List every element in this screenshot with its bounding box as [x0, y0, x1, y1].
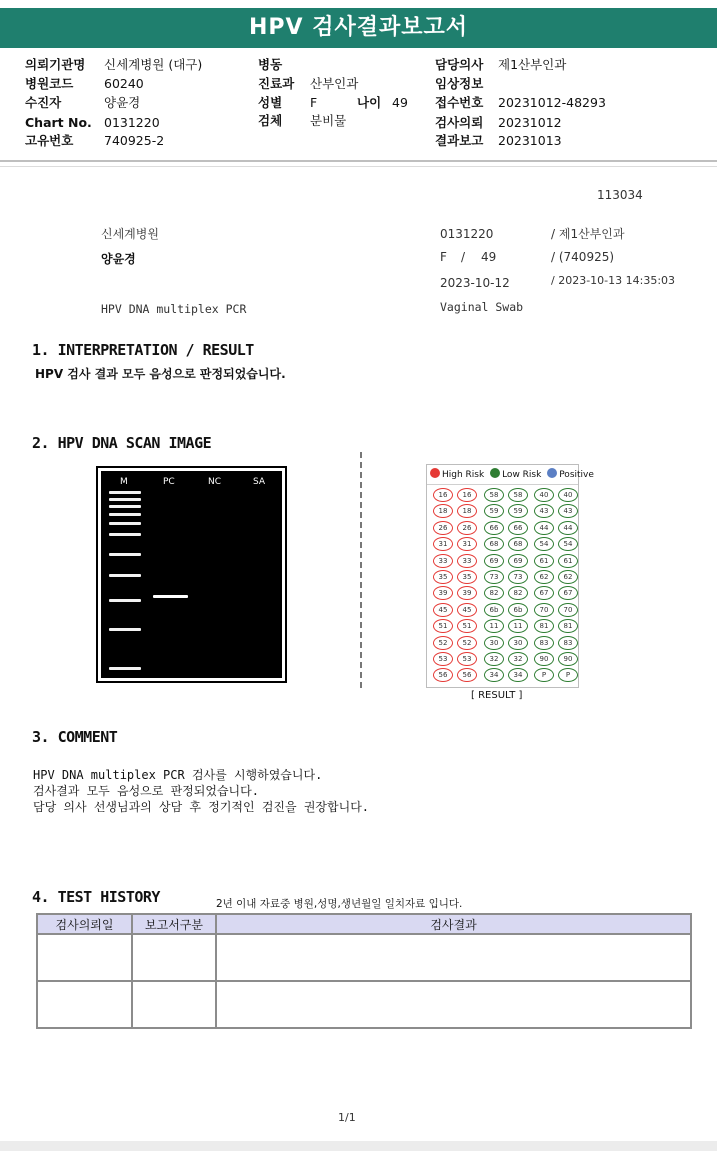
info-value-requesting-institution: 신세계병원 (대구) — [104, 57, 203, 72]
info-label-ward: 병동 — [258, 57, 283, 72]
legend-dot-low-risk — [490, 468, 500, 478]
hpv-spot: 35 — [457, 570, 477, 584]
hpv-spot: 33 — [433, 554, 453, 568]
info-label-age: 나이 — [357, 95, 382, 110]
section-interpretation-title: 1. INTERPRETATION / RESULT — [32, 341, 254, 359]
patient-info-block — [0, 52, 717, 162]
section-test-history-title: 4. TEST HISTORY — [32, 888, 160, 906]
meta-specimen: Vaginal Swab — [440, 300, 524, 314]
hpv-spot: 33 — [457, 554, 477, 568]
info-value-sex: F — [310, 95, 318, 110]
hpv-spot: 66 — [508, 521, 528, 535]
lane-label-negative-control: NC — [208, 477, 222, 487]
hpv-spot: 18 — [433, 504, 453, 518]
positive-control-band — [153, 595, 188, 598]
hpv-spot: 68 — [484, 537, 504, 551]
hpv-spot: 16 — [433, 488, 453, 502]
info-divider-top — [0, 160, 717, 162]
info-label-chart-no: Chart No. — [25, 115, 92, 130]
table-cell — [132, 934, 216, 981]
hpv-spot: 43 — [558, 504, 578, 518]
hpv-spot: 62 — [558, 570, 578, 584]
hpv-spot: 70 — [558, 603, 578, 617]
hpv-spot: 61 — [534, 554, 554, 568]
meta-hospital: 신세계병원 — [101, 227, 159, 241]
hpv-spot: 45 — [457, 603, 477, 617]
test-history-note: 2년 이내 자료중 병원,성명,생년월일 일치자료 입니다. — [216, 898, 463, 910]
legend-dot-high-risk — [430, 468, 440, 478]
hpv-spot: 31 — [457, 537, 477, 551]
ladder-band — [109, 513, 141, 516]
strip-legend — [430, 468, 597, 480]
hpv-spot: 11 — [484, 619, 504, 633]
meta-sex: F — [440, 250, 447, 264]
hpv-spot: 43 — [534, 504, 554, 518]
hpv-spot: 40 — [534, 488, 554, 502]
column-header-request-date: 검사의뢰일 — [37, 914, 132, 934]
hpv-spot: 6b — [508, 603, 528, 617]
table-header-row — [37, 914, 691, 934]
hpv-spot: 45 — [433, 603, 453, 617]
meta-chart-no: 0131220 — [440, 227, 494, 241]
ladder-band — [109, 491, 141, 494]
info-value-report-date: 20231013 — [498, 133, 562, 148]
hpv-spot: 70 — [534, 603, 554, 617]
legend-divider — [427, 484, 578, 485]
table-cell — [37, 934, 132, 981]
hpv-spot: 68 — [508, 537, 528, 551]
hpv-spot: 67 — [534, 586, 554, 600]
hpv-spot: 39 — [433, 586, 453, 600]
ladder-band — [109, 505, 141, 508]
ladder-band — [109, 574, 141, 577]
hpv-spot: 56 — [457, 668, 477, 682]
section-scan-image-title: 2. HPV DNA SCAN IMAGE — [32, 434, 212, 452]
hpv-spot: 90 — [558, 652, 578, 666]
meta-reported-datetime: / 2023-10-13 14:35:03 — [551, 274, 676, 287]
hpv-spot: 44 — [558, 521, 578, 535]
info-label-examinee: 수진자 — [25, 95, 62, 110]
hpv-spot: 81 — [534, 619, 554, 633]
hpv-spot: 73 — [508, 570, 528, 584]
page-number: 1/1 — [338, 1111, 356, 1124]
info-label-sex: 성별 — [258, 95, 283, 110]
hpv-spot: 62 — [534, 570, 554, 584]
info-label-report-date: 결과보고 — [435, 133, 484, 148]
section-divider-dashed — [360, 452, 362, 688]
info-value-specimen: 분비물 — [310, 113, 347, 128]
hpv-spot: 54 — [534, 537, 554, 551]
gel-electrophoresis-image — [101, 471, 282, 678]
comment-line-3: 담당 의사 선생님과의 상담 후 정기적인 검진을 권장합니다. — [33, 800, 370, 814]
hpv-spot: 83 — [558, 636, 578, 650]
meta-patient: 양윤경 — [101, 252, 136, 266]
ladder-band — [109, 553, 141, 556]
meta-test-name: HPV DNA multiplex PCR — [101, 302, 247, 316]
info-value-request-date: 20231012 — [498, 115, 562, 130]
ladder-band — [109, 498, 141, 501]
hpv-spot: 39 — [457, 586, 477, 600]
report-code: 113034 — [597, 188, 643, 202]
legend-high-risk: High Risk — [442, 470, 485, 480]
hpv-spot: 59 — [484, 504, 504, 518]
table-cell — [132, 981, 216, 1028]
hpv-spot: 69 — [484, 554, 504, 568]
meta-birth-id: / (740925) — [551, 250, 615, 264]
hpv-spot: 26 — [433, 521, 453, 535]
info-label-unique-no: 고유번호 — [25, 133, 74, 148]
hpv-spot: 34 — [484, 668, 504, 682]
hpv-spot: 51 — [433, 619, 453, 633]
legend-low-risk: Low Risk — [502, 470, 542, 480]
hpv-spot: 67 — [558, 586, 578, 600]
hpv-spot: 52 — [433, 636, 453, 650]
lane-label-sample: SA — [253, 477, 266, 487]
test-history-table — [36, 913, 692, 1029]
info-label-request-date: 검사의뢰 — [435, 115, 484, 130]
hpv-spot: 90 — [534, 652, 554, 666]
info-value-unique-no: 740925-2 — [104, 133, 165, 148]
lane-label-positive-control: PC — [163, 477, 175, 487]
hpv-spot: 52 — [457, 636, 477, 650]
info-value-age: 49 — [392, 95, 408, 110]
hpv-genotype-strip — [426, 464, 594, 688]
hpv-spot: 69 — [508, 554, 528, 568]
hpv-spot: 58 — [508, 488, 528, 502]
info-label-department: 진료과 — [258, 76, 295, 91]
legend-dot-positive — [547, 468, 557, 478]
interpretation-result: HPV 검사 결과 모두 음성으로 판정되었습니다. — [35, 367, 286, 381]
hpv-spot: 40 — [558, 488, 578, 502]
hpv-spot: P — [558, 668, 578, 682]
info-value-examinee: 양윤경 — [104, 95, 141, 110]
hpv-spot: 30 — [508, 636, 528, 650]
strip-caption: [ RESULT ] — [471, 690, 523, 701]
ladder-band — [109, 522, 141, 525]
page-bottom-bar — [0, 1141, 717, 1151]
ladder-band — [109, 628, 141, 631]
section-comment-title: 3. COMMENT — [32, 728, 118, 746]
hpv-spot: 73 — [484, 570, 504, 584]
column-header-test-result: 검사결과 — [216, 914, 691, 934]
hpv-spot: 54 — [558, 537, 578, 551]
gel-image-frame — [96, 466, 287, 683]
info-value-hospital-code: 60240 — [104, 76, 144, 91]
ladder-band — [109, 599, 141, 602]
hpv-spot: 59 — [508, 504, 528, 518]
comment-line-1: HPV DNA multiplex PCR 검사를 시행하였습니다. — [33, 768, 323, 782]
ladder-band — [109, 533, 141, 536]
hpv-spot: 16 — [457, 488, 477, 502]
hpv-spot: 18 — [457, 504, 477, 518]
hpv-spot: 31 — [433, 537, 453, 551]
meta-separator: / — [461, 250, 466, 264]
legend-positive: Positive — [559, 470, 594, 480]
hpv-spot: 56 — [433, 668, 453, 682]
hpv-spot: 44 — [534, 521, 554, 535]
table-row — [37, 934, 691, 981]
table-row — [37, 981, 691, 1028]
hpv-spot: 82 — [508, 586, 528, 600]
info-divider-bottom — [0, 166, 717, 167]
ladder-band — [109, 667, 141, 670]
lane-label-marker: M — [120, 477, 128, 487]
hpv-spot: 82 — [484, 586, 504, 600]
info-label-clinical-info: 임상정보 — [435, 76, 484, 91]
info-label-receipt-no: 접수번호 — [435, 95, 484, 110]
hpv-spot: 6b — [484, 603, 504, 617]
hpv-spot: 35 — [433, 570, 453, 584]
hpv-spot: 32 — [508, 652, 528, 666]
hpv-spot: P — [534, 668, 554, 682]
table-cell — [216, 981, 691, 1028]
info-label-hospital-code: 병원코드 — [25, 76, 74, 91]
info-label-specimen: 검체 — [258, 113, 283, 128]
hpv-spot: 83 — [534, 636, 554, 650]
hpv-spot: 11 — [508, 619, 528, 633]
hpv-spot: 53 — [433, 652, 453, 666]
info-value-receipt-no: 20231012-48293 — [498, 95, 606, 110]
hpv-spot: 30 — [484, 636, 504, 650]
hpv-spot: 61 — [558, 554, 578, 568]
info-label-requesting-institution: 의뢰기관명 — [25, 57, 86, 72]
column-header-report-type: 보고서구분 — [132, 914, 216, 934]
hpv-spot: 51 — [457, 619, 477, 633]
hpv-spot: 34 — [508, 668, 528, 682]
info-value-department: 산부인과 — [310, 76, 359, 91]
meta-department: / 제1산부인과 — [551, 227, 625, 241]
table-cell — [216, 934, 691, 981]
info-label-doctor: 담당의사 — [435, 57, 484, 72]
hpv-spot: 53 — [457, 652, 477, 666]
hpv-spot: 66 — [484, 521, 504, 535]
hpv-spot: 26 — [457, 521, 477, 535]
meta-age: 49 — [481, 250, 497, 264]
comment-line-2: 검사결과 모두 음성으로 판정되었습니다. — [33, 784, 259, 798]
hpv-spot: 32 — [484, 652, 504, 666]
info-value-chart-no: 0131220 — [104, 115, 160, 130]
table-cell — [37, 981, 132, 1028]
hpv-spot: 58 — [484, 488, 504, 502]
info-value-doctor: 제1산부인과 — [498, 57, 567, 72]
meta-received-date: 2023-10-12 — [440, 276, 510, 290]
report-title: HPV 검사결과보고서 — [0, 8, 717, 48]
hpv-spot: 81 — [558, 619, 578, 633]
